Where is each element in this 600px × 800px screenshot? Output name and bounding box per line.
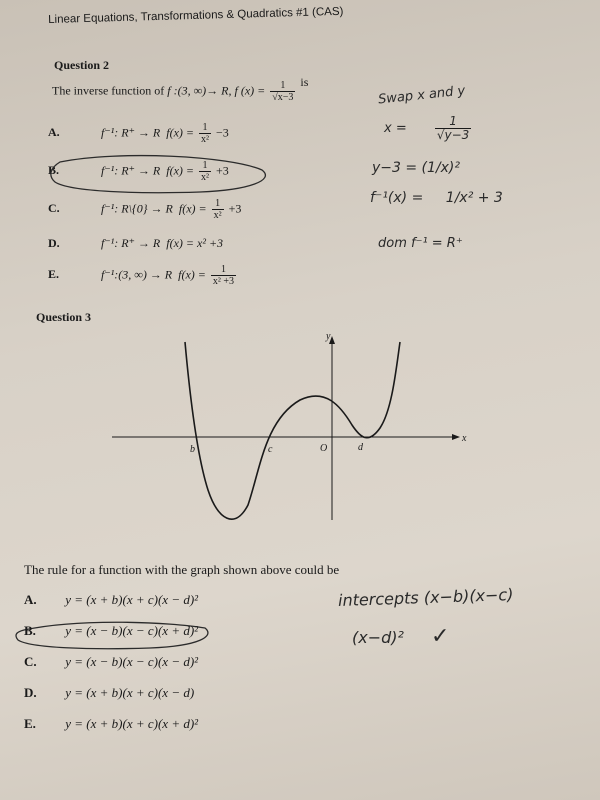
q2-option-pre: f(x) = [178, 267, 206, 282]
q3-option-text: y = (x + b)(x + c)(x − d) [65, 685, 195, 700]
q3-option-letter: C. [24, 654, 37, 669]
q2-option-den: x² [213, 210, 222, 221]
q3-option-c[interactable] [24, 654, 198, 670]
q2-option-map: f⁻¹:(3, ∞) → R [101, 267, 173, 282]
q2-note-rearrange: y−3 = (1/x)² [372, 160, 460, 176]
q2-note-inverse [370, 190, 503, 206]
graph-label-c: c [268, 444, 273, 455]
q3-option-letter: E. [24, 716, 36, 731]
q2-option-map: f⁻¹: R⁺ → R [101, 163, 161, 178]
q3-option-b[interactable] [24, 623, 198, 639]
q2-note-x-eq [384, 115, 473, 142]
q2-note-domain: dom f⁻¹ = R⁺ [378, 236, 463, 251]
q2-option-post: +3 [228, 201, 242, 216]
q2-option-pre: f(x) = [166, 163, 195, 178]
q3-option-d[interactable] [24, 685, 194, 701]
graph-y-axis-label: y [326, 331, 331, 342]
q3-note-check: ✓ [431, 624, 450, 649]
q3-note-double-root-text: (x−d)² [352, 628, 404, 647]
q2-note-x-eq-label: x = [384, 121, 407, 136]
q2-option-letter: A. [48, 125, 60, 140]
graph-label-d: d [358, 442, 363, 453]
q2-option-pre: f(x) = [178, 201, 207, 216]
q2-option-letter: D. [48, 236, 60, 250]
question-2-title: Question 2 [54, 58, 110, 72]
q2-stem-num: 1 [270, 80, 295, 92]
q2-option-letter: E. [48, 267, 60, 282]
q2-stem-before: The inverse function of [52, 83, 165, 98]
question-3-stem: The rule for a function with the graph shown above could be [24, 562, 340, 577]
q2-note-inverse-rule: 1/x² + 3 [445, 190, 503, 206]
graph-x-axis-label: x [462, 433, 467, 444]
cubic-graph [100, 330, 470, 530]
q2-stem-func: f :(3, ∞)→ R, f (x) = [167, 83, 266, 98]
q3-option-e[interactable] [24, 716, 198, 732]
q3-option-text: y = (x − b)(x − c)(x + d)² [65, 623, 199, 638]
worksheet-title: Linear Equations, Transformations & Quadratics #1 (CAS) [48, 5, 344, 26]
q2-option-num: 1 [212, 198, 224, 210]
q2-option-map: f⁻¹: R⁺ → R [101, 125, 161, 140]
graph-curve [185, 342, 400, 519]
question-3-title: Question 3 [36, 310, 92, 324]
q2-option-post: +3 [216, 163, 229, 178]
graph-label-b: b [190, 444, 195, 455]
q2-option-pre: f(x) = [166, 125, 195, 140]
q2-note-inverse-label: f⁻¹(x) = [370, 190, 424, 206]
q2-answer-circle [51, 156, 266, 193]
q2-note-swap: Swap x and y [377, 83, 466, 108]
q2-option-num: 1 [199, 160, 211, 172]
q2-option-num: 1 [211, 264, 236, 276]
q3-option-a[interactable] [24, 592, 198, 608]
q3-option-letter: B. [24, 623, 36, 638]
q2-option-den: x² +3 [212, 276, 235, 287]
graph-label-o: O [320, 443, 328, 454]
q2-note-fraction [435, 115, 471, 142]
q3-option-text: y = (x + b)(x + c)(x − d)² [65, 592, 199, 607]
q2-option-den: x² [201, 134, 210, 145]
q2-option-pre: f(x) = x² +3 [166, 236, 224, 250]
q2-option-den: x² [201, 172, 210, 183]
q2-option-map: f⁻¹: R\{0} → R [101, 201, 173, 216]
q3-note-intercepts: intercepts (x−b)(x−c) [337, 584, 514, 611]
q2-option-letter: C. [48, 201, 60, 216]
graph-x-axis-arrow [452, 434, 460, 440]
q3-option-letter: A. [24, 592, 37, 607]
q2-option-post: −3 [216, 125, 229, 140]
q3-option-letter: D. [24, 685, 37, 700]
q3-note-double-root [352, 624, 449, 649]
q3-option-text: y = (x + b)(x + c)(x + d)² [65, 716, 199, 731]
q2-option-map: f⁻¹: R⁺ → R [101, 236, 161, 250]
q3-option-text: y = (x − b)(x − c)(x − d)² [65, 654, 199, 669]
q2-option-num: 1 [199, 122, 211, 134]
q2-stem-after: is [300, 75, 309, 90]
q2-note-den: √y−3 [436, 128, 470, 142]
q2-stem-den: √x−3 [272, 92, 294, 103]
q2-note-num: 1 [435, 115, 471, 129]
q2-option-letter: B. [48, 163, 60, 178]
